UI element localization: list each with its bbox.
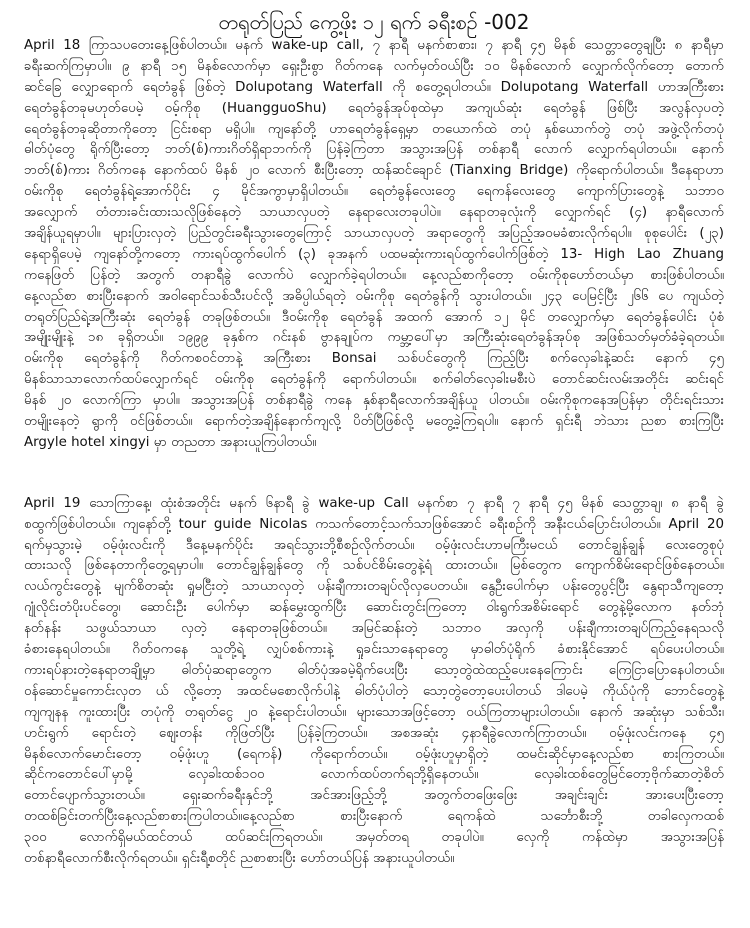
document-page (24, 0, 724, 870)
text-line: နေ့လည်စာ စားပြီးနောက် အဝါရောင်သစ်သီးပင်လို့ အဓိပ္ပါယ်ရတဲ့ ဝမ်းကိုစု ရေတံခွန်ကို သွားပါတယ်။ ၂၄၃ ပေမြင့်ပြီး ၂၆၆ ပေ ကျယ်တဲ့ (24, 288, 724, 304)
text-line: ရေတံခွန်တခုဆိုတာကိုတော့ ငြင်းစရာ မရှိပါ။ ကျနော်တို့ ဟာရေတံခွန်ရှေ့မှာ တယောက်ထဲ တပုံ နှစ်ယောက်တွဲ တပုံ အဖွဲ့လိုက်တပုံ (24, 121, 724, 137)
text-line: ဓါတ်ပုံတွေ ရိုက်ပြီးတော့ ဘတ်(စ်)ကားဂိတ်ရှိရာဘက်ကို ပြန်ခဲ့ကြတာ အသွားအပြန် တစ်နာရီ လောက် လျှောက်ရပါတယ်။ နောက် (24, 142, 724, 158)
text-line: အမျိုးမျိုးနဲ့ ၁၈ ခုရှိတယ်။ ၁၉၉၉ ခုနှစ်က ဂင်းနစ် ဗွာနချုပ်က ကမ္ဘာ့ပေါ်မှာ အကြီးဆုံးရေတံခွန်အုပ်စု အဖြစ်သတ်မှတ်ခံခဲ့ရတယ်။ (24, 330, 724, 346)
text-line: April 19 သောကြာနေ့၊ ထုံးစံအတိုင်း မနက် ၆နာရီ ခွဲ wake-up Call မနက်စာ ၇ နာရီ ၇ နာရီ ၄၅ မိနစ် သေတ္တာချ၊ ၈ နာရီ ခွဲ (24, 495, 724, 511)
text-line: ကနေဖြတ် ပြန်တဲ့ အတွက် တနာရီခွဲ လောက်ပဲ လျှောက်ခဲ့ရပါတယ်။ နေ့လည်စာကိုတော့ ဝမ်းကိုစုဟော်တယ်မှာ စားဖြစ်ပါတယ်။ (24, 267, 724, 283)
paragraph-gap (24, 454, 724, 494)
text-line: မိနစ်လောက်မောင်းတော့ ဝမ့်ဖုံးဟူ (ရေကန်) ကိုရောက်တယ်။ ဝမ့်ဖုံးဟူမှာရှိတဲ့ ထမင်းဆိုင်မှာနေ့လည်စာ စားကြတယ်။ (24, 746, 724, 762)
text-line: ဆိုင်ကတောင်ပေါ်မှာမို့ လှေခါးထစ်၁၀၀ လောက်ထပ်တက်ရဘို့ရှိနေတယ်။ လှေခါးထစ်တွေမြင်တော့ဗိုက်ဆာတဲ့စိတ် (24, 767, 724, 783)
text-line: အချိန်ယူရမှာပါ။ များပြားလှတဲ့ ပြည်တွင်းခရီးသွားတွေကြောင့် သာယာလှပတဲ့ အရာတွေကို အပြည့်အဝမခံစားလိုက်ရပါ။ စုစုပေါင်း (၂၃) (24, 226, 724, 242)
text-line: ခံစားနေရပါတယ်။ ဂိတ်ဝကနေ သူတို့ရဲ့ လျှပ်စစ်ကားနဲ့ ရှုခင်းသာနေရာတွေ မှာဓါတ်ပုံရိုက် ခံစားနိုင်အောင် ရပ်ပေးပါတယ်။ (24, 642, 724, 658)
text-line: နတ်နန်း သဖွယ်သာယာ လှတဲ့ နေရာတခုဖြစ်တယ်။ အမြင်ဆန်းတဲ့ သဘာဝ အလှကို ပန်းချီကားတချပ်ကြည့်နေရသလို (24, 621, 724, 637)
text-line: ဆင်ခြေ လျှောရောက် ရေတံခွန် ဖြစ်တဲ့ Dolupotang Waterfall ကို စတွေ့ရပါတယ်။ Dolupotang Waterfall ဟာအကြီးစား (24, 79, 724, 95)
text-line: တစ်နာရီလောက်စီးလိုက်ရတယ်။ ရှင်းရီ့စတိုင် ညစာစားပြီး ဟော်တယ်ပြန် အနားယူပါတယ်။ (24, 850, 455, 866)
text-line: အလျှောက် တံတားခင်းထားသလိုဖြစ်နေတဲ့ သာယာလှပတဲ့ နေရာလေးတခုပါပဲ။ နေရာတခုလုံးကို လျှောက်ရင် (၄) နာရီလောက် (24, 205, 724, 221)
text-line: စထွက်ဖြစ်ပါတယ်။ ကျနော်တို့ tour guide Nicolas ကသက်တောင့်သက်သာဖြစ်အောင် ခရီးစဉ်ကို အနီးငယ်ပြောင်းပါတယ်။ April 20 (24, 516, 724, 532)
text-line: လယ်ကွင်းတွေနဲ့ မျက်စိတဆုံး ရှုမငြီးတဲ့ သာယာလှတဲ့ ပန်းချီကားတချပ်လိုလှပေတယ်။ နွေဦးပေါက်မှာ ပန်းတွေပွင့်ပြီး နွေရာသီကျတော့ (24, 579, 724, 595)
text-line: ရေတံခွန်တခုမဟုတ်ပေမဲ့ ဝမ့်ကိုစု (HuangguoShu) ရေတံခွန်အုပ်စုထဲမှာ အကျယ်ဆုံး ရေတံခွန် ဖြစ်ပြီး အလွန်လှပတဲ့ (24, 100, 724, 116)
text-line: ဝမ်းကိုစု ရေတံခွန်ကို ဂိတ်ကစဝင်တာနဲ့ အကြီးစား Bonsai သစ်ပင်တွေကို ကြည့်ပြီး စက်လှေခါးနဲ့ဆင်း နောက် ၄၅ (24, 351, 724, 367)
text-line: တရုတ်ပြည်ရဲ့အကြီးဆုံး ရေတံခွန် တခုဖြစ်တယ်။ ဒီဝမ်းကိုစု ရေတံခွန် အထက် အောက် ၁၂ မိုင် တလျှောက်မှာ ရေတံခွန်ပေါင်း ပုံစံ (24, 309, 724, 325)
text-line: ဂျုံလိုင်းတံပိုးပင်တွေ၊ ဆောင်းဦး ပေါက်မှာ ဆန်မွှေးထွက်ပြီး ဆောင်းတွင်းကြတော့ ဝါးရွက်အစိမ်းရောင် တွေနဲ့မို့လောက နတ်ဘုံ (24, 600, 724, 616)
text-line: တမျိုးနေတဲ့ ရွာကို ဝင်ဖြစ်တယ်။ ရောက်တဲ့အချိန်နောက်ကျလို့ ပိတ်ပြီဖြစ်လို့ မတွေ့ခဲ့ကြရပါ။ နောက် ရှင်းရီ ဘဲသား ညစာ စားကြပြီး (24, 414, 724, 430)
text-line: April 18 ကြာသပတေးနေ့ဖြစ်ပါတယ်။ မနက် wake-up call, ၇ နာရီ မနက်စာစား၊ ၇ နာရီ ၄၅ မိနစ် သေတ္တာတွေချပြီး ၈ နာရီမှာ (24, 38, 724, 53)
text-line: ကားရပ်နားတဲ့နေရာတချို့မှာ ဓါတ်ပုံဆရာတွေက ဓါတ်ပုံအခမဲ့ရိုက်ပေးပြီး သော့တွဲထဲထည့်ပေးနေကြောင်း ကြေငြာပြောနေပါတယ်။ (24, 662, 724, 678)
text-line: ဝမ်းကိုစု ရေတံခွန်ရဲ့အောက်ပိုင်း ၄ မိုင်အကွာမှာရှိပါတယ်။ ရေတံခွန်လေးတွေ ရေကန်လေးတွေ ကျောက်ပြားတွေနဲ့ သဘာဝ (24, 184, 724, 200)
text-line: တောင်ပျောက်သွားတယ်။ ရှေးဆက်ခရီးနှင်ဘို့ အင်အားဖြည့်ဘို့ အတွက်တဖြေးဖြေး အချင်းချင်း အားပေးပြီးတော့ (24, 788, 724, 804)
document-title: တရုတ်ပြည် ကွေ့ဖိုး ၁၂ ရက် ခရီးစဉ် -002 (218, 10, 530, 34)
text-line: ဟင်းရွက် ရောင်းတဲ့ ဈေးတန်း ကိုဖြတ်ပြီး ပြန်ခဲ့ကြတယ်။ အစအဆုံး ၄နာရီခွဲလောက်ကြာတယ်။ ဝမ့်ဖုံးလင်းကနေ ၄၅ (24, 725, 724, 741)
paragraph-april-19 (24, 494, 724, 870)
text-line: ရက်မှသွားမဲ့ ဝမ့်ဖုံးလင်းကို ဒီနေ့မနက်ပိုင်း အရင်သွားဘို့စီစဉ်လိုက်တယ်။ ဝမ့်ဖုံးလင်းဟာမကြီးမငယ် တောင်ချွန်ချွန် လေးတွေစုပုံ (24, 537, 724, 553)
text-line: မိနစ် ၂၀ လောက်ကြာ မှာပါ။ အသွားအပြန် တစ်နာရီခွဲ ကနေ နှစ်နာရီလောက်အချိန်ယူ ပါတယ်။ ဝမ်းကိုစုကနေအပြန်မှာ တိုင်းရင်းသား (24, 393, 724, 409)
text-line: ခရီးဆက်ကြမှာပါ။ ၉ နာရီ ၁၅ မိနစ်လောက်မှာ ရှေးဦးစွာ ဂိတ်ကနေ လက်မှတ်ဝယ်ပြီး ၁၀ မိနစ်လောက် လျှောက်လိုက်တော့ တောက် (24, 58, 724, 74)
text-line: ၃၀၀ လောက်ရှိမယ်ထင်တယ် ထပ်ဆင်းကြရတယ်။ အမှတ်တရ တခုပါပဲ။ လှေကို ကန်ထဲမှာ အသွားအပြန် (24, 830, 724, 846)
text-line: ဘတ်(စ်)ကား ဂိတ်ကနေ နောက်ထပ် မိနစ် ၂၀ လောက် စီးပြီးတော့ ထန်ဆင်ချောင် (Tianxing Bridge) ကိုရောက်ပါတယ်။ ဒီနေရာဟာ (24, 163, 724, 179)
text-line: ထားသလို ဖြစ်နေတာကိုတွေ့ရမှာပါ။ တောင်ချွန်ချွန်တွေ ကို သစ်ပင်စိမ်းတွေနဲ့ရံ ထားတယ်။ မြစ်တွေက ကျောက်စိမ်းရောင်ဖြစ်နေတယ်။ (24, 558, 724, 574)
text-line: နေရာရှိပေမဲ့ ကျနော်တို့ကတော့ ကားရပ်ထွက်ပေါက် (၃) ခုအနက် ပထမဆုံးကားရပ်ထွက်ပေါက်ဖြစ်တဲ့ 13- High Lao Zhuang (24, 246, 724, 262)
text-line: ဝန်ဆောင်မှုကောင်းလှတ ယ် လို့တော့ အထင်မစောလိုက်ပါနဲ့ ဓါတ်ပုံပါတဲ့ သော့တွဲတော့ပေးပါတယ် ဒါပေမဲ့ ကိုယ်ပုံကို ဘောင်တွေနဲ့ (24, 683, 724, 699)
text-line: Argyle hotel xingyi မှာ တညတာ အနားယူကြပါတယ်။ (24, 434, 317, 450)
text-line: မိနစ်သာသာလောက်ထပ်လျှောက်ရင် ဝမ်းကိုစု ရေတံခွန်ကို ရောက်ပါတယ်။ စက်ဓါတ်လှေခါးမစီးပဲ တောင်ဆင်းလမ်းအတိုင်း ဆင်းရင် (24, 372, 724, 388)
text-line: ကျကျနန ကူးထားပြီး တပုံကို တရုတ်ငွေ ၂၀ နဲ့ရောင်းပါတယ်။ များသောအဖြင့်တော့ ဝယ်ကြတာများပါတယ်။ နောက် အဆုံးမှာ သစ်သီး၊ (24, 704, 724, 720)
paragraph-april-18 (24, 36, 724, 454)
text-line: တထစ်ခြင်းတက်ပြီးနေ့လည်စာစားကြပါတယ်။နေ့လည်စာ စားပြီးနောက် ရေကန်ထဲ သင်္ဘောစီးဘို့ တခါလှေကထစ် (24, 809, 724, 825)
